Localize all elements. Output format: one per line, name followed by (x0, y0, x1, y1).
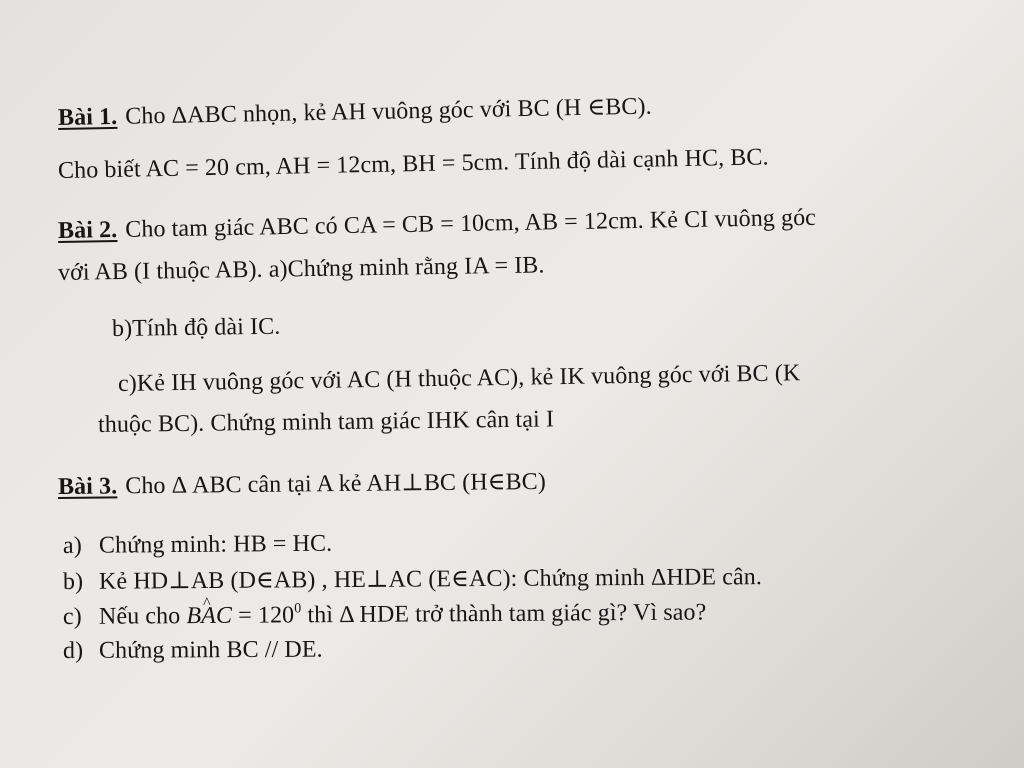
item-text: Kẻ HD⊥AB (D∈AB) , HE⊥AC (E∈AC): Chứng minh ΔHDE cân. (98, 564, 762, 595)
item-marker: d) (62, 637, 84, 664)
bai1-text-1: Cho ΔABC nhọn, kẻ AH vuông góc với BC (H ∈BC). (125, 93, 652, 130)
bai3-item-a (63, 529, 332, 561)
angle-equals: = (231, 602, 259, 629)
bai1-line-2: Cho biết AC = 20 cm, AH = 12cm, BH = 5cm. Tính độ dài cạnh HC, BC. (57, 144, 769, 184)
item-marker: c) (62, 603, 82, 630)
bai2-line-2: với AB (I thuộc AB). a)Chứng minh rằng IA = IB. (57, 252, 545, 286)
bai1-line-1 (58, 92, 652, 133)
item-text: Chứng minh: HB = HC. (98, 530, 333, 559)
bai1-heading: Bài 1. (57, 103, 118, 131)
bai2-text-1: Cho tam giác ABC có CA = CB = 10cm, AB = 12cm. Kẻ CI vuông góc (125, 204, 817, 243)
bai2-line-1 (58, 203, 816, 246)
item-text: Chứng minh BC // DE. (98, 636, 323, 664)
bai3-item-c (63, 598, 707, 632)
angle-vertex-c: C (215, 602, 233, 629)
bai3-item-d (63, 635, 323, 666)
bai3-item-b (63, 562, 762, 597)
bai2-part-b: b)Tính độ dài IC. (111, 313, 281, 342)
bai2-heading: Bài 2. (57, 216, 118, 244)
degree-superscript: 0 (294, 601, 302, 617)
bai2-part-c-line-1: c)Kẻ IH vuông góc với AC (H thuộc AC), kẻ IK vuông góc với BC (K (117, 360, 801, 397)
bai3-line-1 (58, 467, 546, 502)
item-marker: a) (62, 532, 82, 559)
angle-expression (186, 603, 232, 629)
bai3-text-1: Cho Δ ABC cân tại A kẻ AH⊥BC (H∈BC) (125, 468, 547, 500)
angle-vertex-b: B (186, 603, 202, 630)
angle-vertex-a-hat: ^ A (201, 601, 216, 631)
item-marker: b) (62, 568, 84, 595)
bai2-part-c-line-2: thuộc BC). Chứng minh tam giác IHK cân tại I (97, 406, 555, 438)
angle-value: 120 (257, 602, 295, 629)
bai3-heading: Bài 3. (57, 473, 118, 500)
item-text-post: thì Δ HDE trở thành tam giác gì? Vì sao? (301, 599, 707, 629)
item-text-pre: Nếu cho (98, 603, 187, 630)
